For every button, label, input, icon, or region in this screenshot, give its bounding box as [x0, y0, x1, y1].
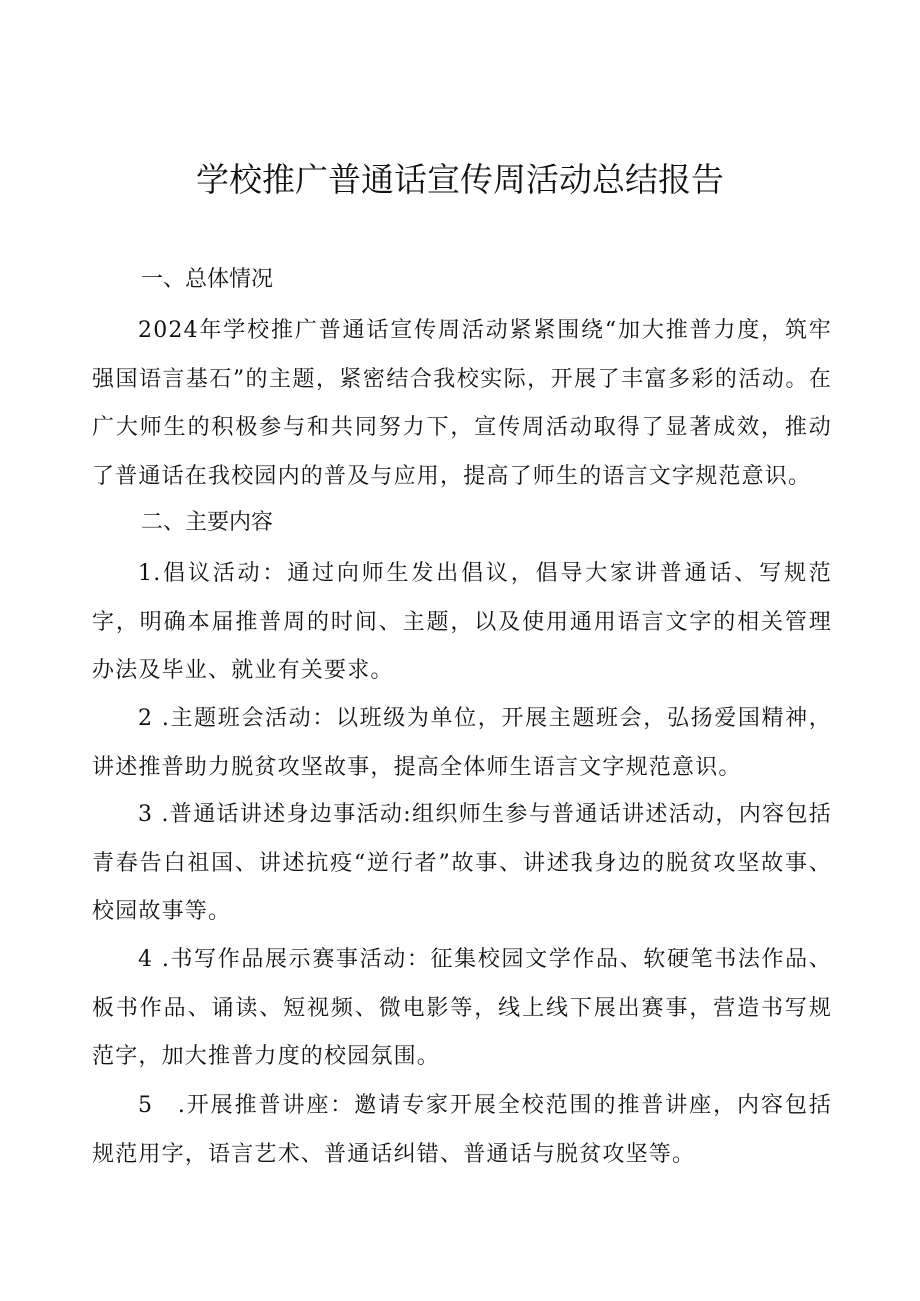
paragraph-item-3: 3 .普通话讲述身边事活动:组织师生参与普通话讲述活动，内容包括青春告白祖国、讲述抗疫“逆行者”故事、讲述我身边的脱贫攻坚故事、校园故事等。 — [92, 802, 832, 924]
document-title: 学校推广普通话宣传周活动总结报告 — [196, 160, 724, 199]
paragraph-item-2: 2 .主题班会活动：以班级为单位，开展主题班会，弘扬爱国精神，讲述推普助力脱贫攻坚故事，提高全体师生语言文字规范意识。 — [92, 706, 832, 780]
paragraph-overview: 2024年学校推广普通话宣传周活动紧紧围绕“加大推普力度，筑牢强国语言基石”的主题，紧密结合我校实际，开展了丰富多彩的活动。在广大师生的积极参与和共同努力下，宣传周活动取得了显著成效，推动了普通话在我校园内的普及与应用，提高了师生的语言文字规范意识。 — [92, 318, 832, 489]
paragraph-item-4: 4 .书写作品展示赛事活动：征集校园文学作品、软硬笔书法作品、板书作品、诵读、短视频、微电影等，线上线下展出赛事，营造书写规范字，加大推普力度的校园氛围。 — [92, 947, 832, 1069]
section-heading-overview: 一、总体情况 — [141, 267, 274, 292]
paragraph-item-1: 1.倡议活动：通过向师生发出倡议，倡导大家讲普通话、写规范字，明确本届推普周的时间、主题，以及使用通用语言文字的相关管理办法及毕业、就业有关要求。 — [92, 561, 832, 683]
section-heading-main-content: 二、主要内容 — [141, 510, 274, 535]
paragraph-item-5: 5 .开展推普讲座：邀请专家开展全校范围的推普讲座，内容包括规范用字，语言艺术、普通话纠错、普通话与脱贫攻坚等。 — [92, 1093, 832, 1167]
